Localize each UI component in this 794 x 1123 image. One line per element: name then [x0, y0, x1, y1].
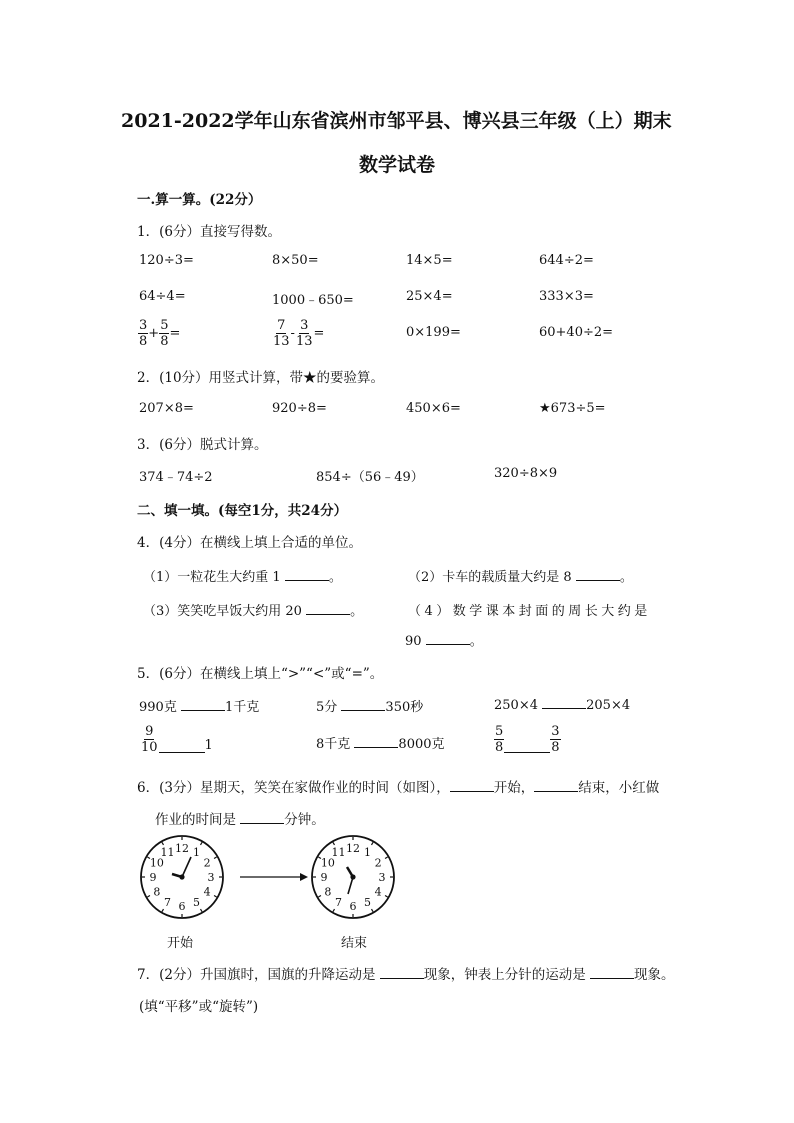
- question-5-stem: 5．(6分）在横线上填上“>”“<”或“=”。: [137, 666, 384, 682]
- q4-item-2: [408, 566, 633, 585]
- q7-text: 7．(2分）升国旗时，国旗的升降运动是: [137, 967, 376, 983]
- answer-blank[interactable]: [576, 568, 620, 581]
- answer-blank[interactable]: [181, 698, 225, 711]
- q5-compare-fraction: [140, 724, 213, 755]
- answer-blank[interactable]: [426, 632, 470, 645]
- clock-tick: [318, 896, 321, 898]
- clock-tick: [214, 857, 217, 859]
- clock-number: 9: [149, 871, 157, 884]
- q3-item: 374﹣74÷2: [139, 470, 213, 485]
- q4-item-end: 。: [469, 634, 483, 649]
- fraction: [272, 318, 291, 349]
- q4-item-1: [143, 566, 342, 585]
- clock-number: 1: [364, 845, 371, 859]
- q4-item-4-cont: [405, 630, 483, 649]
- denominator: 10: [141, 740, 158, 755]
- q1-item: 64÷4=: [139, 289, 186, 304]
- question-3-stem: 3．(6分）脱式计算。: [137, 437, 268, 453]
- clock-number: 11: [331, 845, 346, 859]
- clock-number: 12: [346, 842, 360, 855]
- clock-number: 5: [193, 896, 200, 910]
- denominator: 13: [295, 334, 313, 349]
- q4-item-text: （2）卡车的载质量大约是 8: [408, 570, 572, 585]
- clock-start-label: 开始: [167, 936, 194, 951]
- q5-compare: [316, 696, 423, 715]
- q1-item: 60+40÷2=: [539, 325, 614, 340]
- numerator: 5: [160, 318, 169, 333]
- answer-blank[interactable]: [306, 602, 350, 615]
- clock-end-label: 结束: [341, 936, 368, 951]
- clock-number: 6: [178, 900, 186, 913]
- q1-item: 120÷3=: [139, 253, 194, 268]
- equals: =: [169, 326, 181, 341]
- denominator: 13: [273, 334, 290, 349]
- compare-left: 990克: [139, 700, 177, 715]
- numerator: 9: [145, 724, 154, 739]
- numerator: 5: [495, 724, 504, 739]
- clock-tick: [333, 842, 335, 845]
- q2-item: 920÷8=: [272, 401, 327, 416]
- clock-tick: [201, 909, 203, 912]
- clock-number: 8: [153, 885, 161, 899]
- denominator: 8: [495, 740, 504, 755]
- answer-blank[interactable]: [380, 966, 424, 979]
- q5-compare-fraction: [494, 724, 561, 755]
- clock-number: 12: [175, 842, 189, 855]
- compare-left: 5分: [316, 700, 338, 715]
- q6-text: 6．(3分）星期天，笑笑在家做作业的时间（如图），: [137, 780, 450, 796]
- q1-item: 8×50=: [272, 253, 319, 268]
- compare-right: 1千克: [224, 700, 260, 715]
- numerator: 7: [277, 318, 286, 333]
- clock-tick: [372, 909, 374, 912]
- q1-item: 14×5=: [406, 253, 453, 268]
- denominator: 8: [551, 740, 560, 755]
- clock-tick: [385, 896, 388, 898]
- compare-right: 8000克: [398, 737, 445, 752]
- question-7-line1: [137, 963, 675, 983]
- q7-text: 现象，钟表上分针的运动是: [423, 967, 586, 983]
- q4-item-text: 90: [405, 634, 422, 649]
- q5-compare: [316, 733, 445, 752]
- compare-left: 250×4: [494, 698, 538, 713]
- fraction: [550, 724, 560, 755]
- q2-item: 207×8=: [139, 401, 194, 416]
- question-7-line2: (填“平移”或“旋转”): [139, 999, 259, 1015]
- answer-blank[interactable]: [341, 698, 385, 711]
- clock-end: [312, 836, 394, 918]
- clock-number: 10: [149, 856, 164, 870]
- q6-text: 开始，: [493, 780, 535, 796]
- numerator: 3: [139, 318, 148, 333]
- clock-number: 9: [320, 871, 328, 884]
- clock-tick: [214, 896, 217, 898]
- clock-number: 10: [320, 856, 335, 870]
- page-title-line1: 2021-2022学年山东省滨州市邹平县、博兴县三年级（上）期末: [121, 110, 672, 132]
- fraction: [159, 318, 169, 349]
- clock-number: 4: [203, 885, 211, 899]
- clock-number: 7: [164, 896, 171, 910]
- answer-blank[interactable]: [159, 740, 205, 753]
- clock-tick: [372, 842, 374, 845]
- clock-number: 3: [207, 871, 215, 884]
- clock-tick: [147, 896, 150, 898]
- fraction: [138, 318, 148, 349]
- answer-blank[interactable]: [534, 779, 578, 792]
- question-1-stem: 1．(6分）直接写得数。: [137, 224, 281, 240]
- clock-center: [350, 874, 355, 879]
- clock-number: 11: [160, 845, 175, 859]
- q4-item-end: 。: [328, 570, 342, 585]
- q1-item: 333×3=: [539, 289, 594, 304]
- fraction: [494, 724, 504, 755]
- clock-tick: [201, 842, 203, 845]
- minute-hand: [348, 877, 353, 894]
- clock-number: 2: [203, 856, 211, 870]
- clock-number: 3: [378, 871, 386, 884]
- answer-blank[interactable]: [240, 811, 284, 824]
- numerator: 3: [300, 318, 309, 333]
- q1-item: 644÷2=: [539, 253, 594, 268]
- section-1-heading: 一.算一算。(22分）: [137, 192, 262, 208]
- clock-tick: [385, 857, 388, 859]
- answer-blank[interactable]: [590, 966, 634, 979]
- compare-right: 205×4: [586, 698, 631, 713]
- question-6-line2: [155, 808, 325, 828]
- q6-text: 作业的时间是: [155, 812, 236, 828]
- q2-item: 450×6=: [406, 401, 461, 416]
- q2-item: ★673÷5=: [539, 401, 606, 416]
- clock-number: 4: [374, 885, 382, 899]
- q5-compare: [139, 696, 259, 715]
- clock-number: 6: [349, 900, 357, 913]
- q4-item-end: 。: [619, 570, 633, 585]
- q4-item-text: （1）一粒花生大约重 1: [143, 570, 281, 585]
- q1-item: 25×4=: [406, 289, 453, 304]
- answer-blank[interactable]: [450, 779, 494, 792]
- answer-blank[interactable]: [285, 568, 329, 581]
- compare-right: 350秒: [385, 700, 424, 715]
- answer-blank[interactable]: [542, 696, 586, 709]
- clock-number: 2: [374, 856, 382, 870]
- operator: +: [148, 326, 160, 341]
- q4-item-3: [143, 600, 363, 619]
- question-6-line1: [137, 776, 659, 796]
- q4-item-4: （4）数学课本封面的周长大约是: [408, 604, 651, 619]
- denominator: 8: [139, 334, 148, 349]
- section-2-heading: 二、填一填。(每空1分，共24分）: [137, 503, 348, 519]
- question-4-stem: 4．(4分）在横线上填上合适的单位。: [137, 535, 362, 551]
- clock-start: [141, 836, 223, 918]
- page-title-line2: 数学试卷: [359, 154, 436, 176]
- clock-tick: [333, 909, 335, 912]
- clock-number: 1: [193, 845, 200, 859]
- clock-tick: [162, 842, 164, 845]
- clock-figure: [128, 828, 428, 928]
- q3-item: 320÷8×9: [494, 466, 558, 481]
- numerator: 3: [551, 724, 560, 739]
- fraction: [295, 318, 314, 349]
- arrow-icon: [240, 873, 308, 881]
- q3-item: 854÷（56﹣49）: [316, 470, 424, 485]
- clock-center: [179, 874, 184, 879]
- denominator: 8: [160, 334, 169, 349]
- minute-hand: [182, 857, 191, 877]
- q4-item-end: 。: [350, 604, 364, 619]
- question-2-stem: 2．(10分）用竖式计算，带★的要验算。: [137, 370, 385, 386]
- equals: =: [313, 326, 325, 341]
- compare-right: 1: [204, 738, 213, 753]
- q6-text: 分钟。: [284, 812, 325, 828]
- q1-item: 0×199=: [406, 325, 461, 340]
- operator: -: [290, 326, 295, 341]
- q5-compare: [494, 696, 630, 713]
- clock-number: 8: [324, 885, 332, 899]
- q1-fraction-diff: [272, 318, 324, 349]
- q7-text: 现象。: [634, 967, 675, 983]
- q4-item-text: （3）笑笑吃早饭大约用 20: [143, 604, 302, 619]
- q1-fraction-sum: [138, 318, 180, 349]
- answer-blank[interactable]: [354, 735, 398, 748]
- clock-tick: [162, 909, 164, 912]
- answer-blank[interactable]: [504, 740, 550, 753]
- q1-item: 1000﹣650=: [272, 293, 354, 308]
- clock-number: 7: [335, 896, 342, 910]
- clock-number: 5: [364, 896, 371, 910]
- q6-text: 结束，小红做: [578, 780, 660, 796]
- fraction: [140, 724, 159, 755]
- compare-left: 8千克: [316, 737, 351, 752]
